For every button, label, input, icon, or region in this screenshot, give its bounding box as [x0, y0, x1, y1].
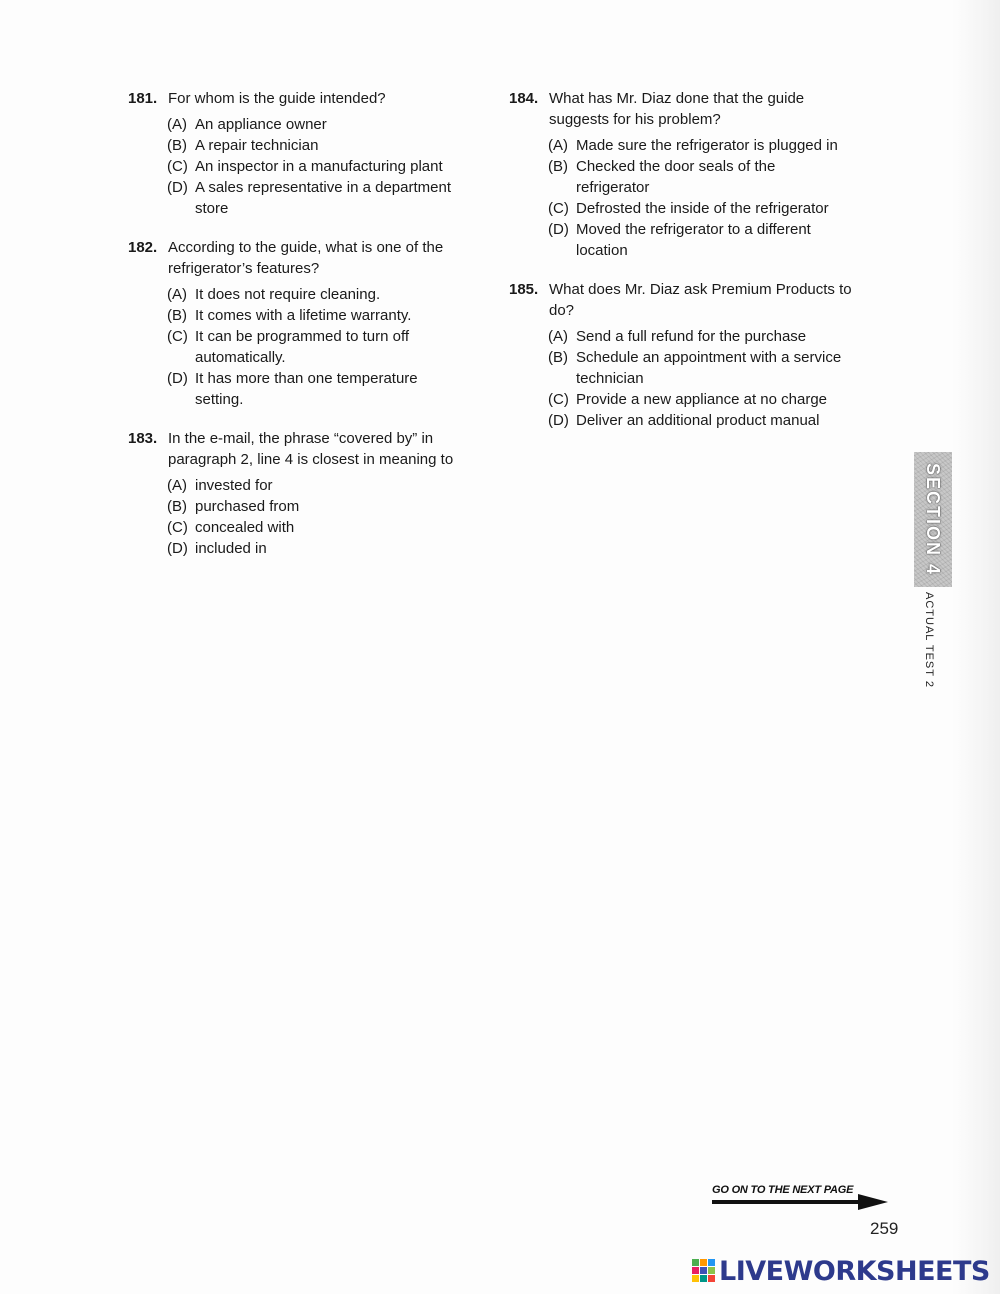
option-letter: (C) — [548, 391, 569, 408]
option-text: Provide a new appliance at no charge — [576, 391, 828, 408]
question-number: 183. — [128, 430, 158, 447]
question-text: What does Mr. Diaz ask Premium Products to do? — [549, 281, 852, 319]
option-text: included in — [195, 540, 267, 557]
question-185 — [509, 279, 879, 431]
option-letter: (A) — [167, 286, 187, 303]
option-text: invested for — [195, 477, 273, 494]
answer-option[interactable] — [167, 305, 488, 326]
answer-option[interactable] — [167, 475, 488, 496]
option-text: Moved the refrigerator to a different location — [576, 221, 811, 259]
option-letter: (A) — [167, 477, 187, 494]
option-letter: (C) — [167, 328, 188, 345]
page-edge-shadow — [952, 0, 1000, 1294]
questions-left-column — [128, 88, 488, 577]
answer-option[interactable] — [167, 156, 488, 177]
question-text: For whom is the guide intended? — [168, 90, 386, 107]
option-text: concealed with — [195, 519, 295, 536]
option-text: An appliance owner — [195, 116, 327, 133]
option-letter: (D) — [167, 370, 188, 387]
answer-option[interactable] — [167, 517, 488, 538]
option-letter: (D) — [548, 412, 569, 429]
question-181 — [128, 88, 488, 219]
page-number: 259 — [870, 1219, 899, 1238]
option-text: Checked the door seals of the refrigerator — [576, 158, 776, 196]
option-letter: (A) — [548, 328, 568, 345]
answer-option[interactable] — [167, 114, 488, 135]
question-text: In the e-mail, the phrase “covered by” in paragraph 2, line 4 is closest in meaning to — [168, 430, 454, 468]
actual-test-label: ACTUAL TEST 2 — [923, 592, 935, 688]
answer-option[interactable] — [548, 326, 879, 347]
go-on-next-page — [712, 1184, 892, 1212]
option-letter: (B) — [167, 307, 187, 324]
option-letter: (C) — [167, 158, 188, 175]
answer-option[interactable] — [167, 538, 488, 559]
brand-watermark — [692, 1254, 990, 1288]
option-letter: (B) — [167, 498, 187, 515]
answer-option[interactable] — [548, 347, 879, 389]
option-text: Send a full refund for the purchase — [576, 328, 807, 345]
answer-option[interactable] — [548, 135, 879, 156]
next-page-text: GO ON TO THE NEXT PAGE — [712, 1184, 854, 1196]
question-184 — [509, 88, 879, 261]
answer-option[interactable] — [167, 368, 488, 410]
option-text: It can be programmed to turn off automatically. — [195, 328, 410, 366]
answer-option[interactable] — [167, 284, 488, 305]
option-letter: (D) — [548, 221, 569, 238]
section-label: SECTION 4 — [923, 462, 944, 577]
option-letter: (B) — [548, 158, 568, 175]
option-text: A repair technician — [195, 137, 319, 154]
answer-option[interactable] — [548, 219, 879, 261]
option-text: It does not require cleaning. — [195, 286, 381, 303]
question-text: What has Mr. Diaz done that the guide suggests for his problem? — [549, 90, 805, 128]
answer-option[interactable] — [548, 410, 879, 431]
answer-option[interactable] — [548, 156, 879, 198]
question-text: According to the guide, what is one of the refrigerator’s features? — [168, 239, 444, 277]
section-tab — [914, 452, 952, 587]
option-letter: (A) — [167, 116, 187, 133]
answer-option[interactable] — [167, 496, 488, 517]
question-182 — [128, 237, 488, 410]
option-text: It has more than one temperature setting. — [195, 370, 418, 408]
right-arrow-icon — [712, 1194, 888, 1210]
option-letter: (B) — [548, 349, 568, 366]
option-text: Made sure the refrigerator is plugged in — [576, 137, 838, 154]
option-text: It comes with a lifetime warranty. — [195, 307, 412, 324]
option-text: A sales representative in a department store — [195, 179, 451, 217]
answer-option[interactable] — [167, 177, 488, 219]
option-letter: (D) — [167, 179, 188, 196]
liveworksheets-logo-icon — [692, 1259, 716, 1283]
option-text: Defrosted the inside of the refrigerator — [576, 200, 829, 217]
question-number: 182. — [128, 239, 158, 256]
question-number: 185. — [509, 281, 539, 298]
answer-option[interactable] — [548, 198, 879, 219]
brand-text: LIVEWORKSHEETS — [719, 1255, 990, 1287]
option-letter: (C) — [548, 200, 569, 217]
question-number: 181. — [128, 90, 158, 107]
option-letter: (B) — [167, 137, 187, 154]
questions-right-column — [509, 88, 879, 449]
option-text: An inspector in a manufacturing plant — [195, 158, 443, 175]
option-letter: (D) — [167, 540, 188, 557]
question-183 — [128, 428, 488, 559]
answer-option[interactable] — [167, 326, 488, 368]
option-letter: (C) — [167, 519, 188, 536]
option-letter: (A) — [548, 137, 568, 154]
option-text: Schedule an appointment with a service technician — [576, 349, 842, 387]
option-text: Deliver an additional product manual — [576, 412, 820, 429]
answer-option[interactable] — [167, 135, 488, 156]
answer-option[interactable] — [548, 389, 879, 410]
option-text: purchased from — [195, 498, 300, 515]
question-number: 184. — [509, 90, 539, 107]
